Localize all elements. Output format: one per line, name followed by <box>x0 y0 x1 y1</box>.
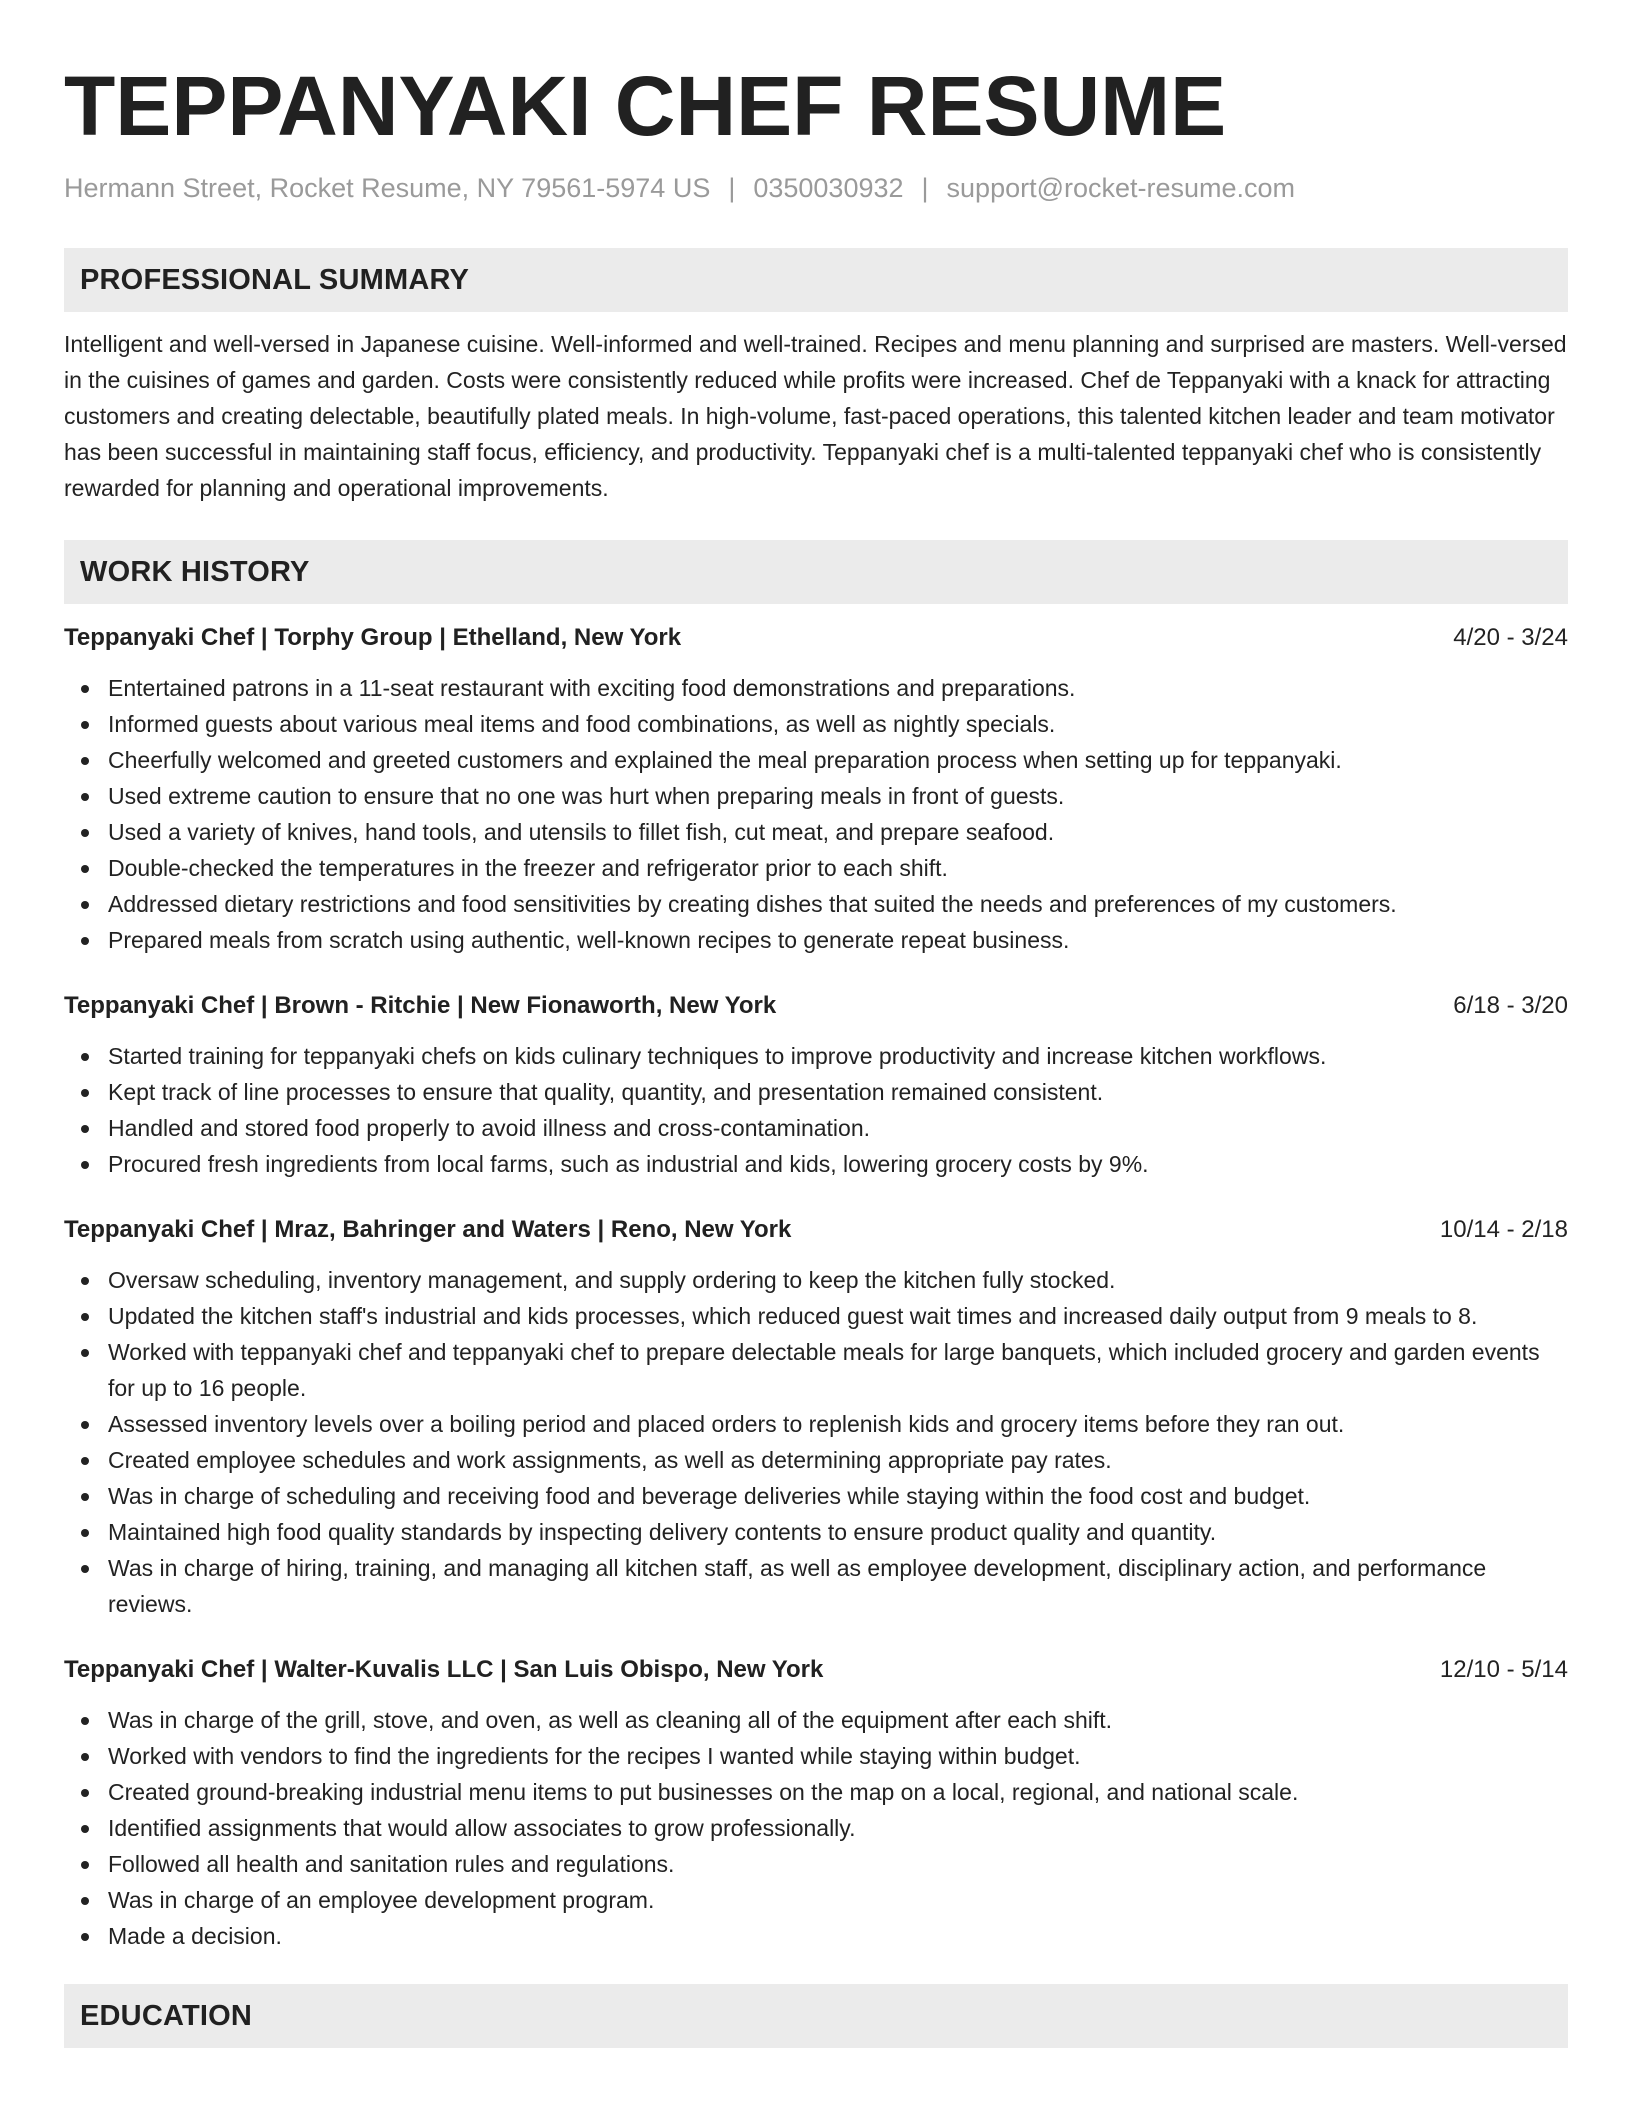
job-bullet: Entertained patrons in a 11-seat restaurant with exciting food demonstrations and preparations. <box>108 670 1568 706</box>
job-bullet: Created ground-breaking industrial menu items to put businesses on the map on a local, regional, and national scale. <box>108 1774 1568 1810</box>
job-title: Teppanyaki Chef | Brown - Ritchie | New Fionaworth, New York <box>64 992 777 1019</box>
job-title: Teppanyaki Chef | Walter-Kuvalis LLC | San Luis Obispo, New York <box>64 1656 824 1683</box>
section-header-summary <box>64 248 1568 312</box>
job-bullet: Started training for teppanyaki chefs on kids culinary techniques to improve productivity and increase kitchen workflows. <box>108 1038 1568 1074</box>
job-bullet: Addressed dietary restrictions and food sensitivities by creating dishes that suited the needs and preferences of my customers. <box>108 886 1568 922</box>
job-bullet: Identified assignments that would allow associates to grow professionally. <box>108 1810 1568 1846</box>
job-header <box>64 620 1568 656</box>
section-heading: EDUCATION <box>80 1999 253 2032</box>
job-bullet: Worked with vendors to find the ingredients for the recipes I wanted while staying within budget. <box>108 1738 1568 1774</box>
contact-separator: | <box>921 173 929 203</box>
job-dates: 4/20 - 3/24 <box>1453 624 1568 651</box>
job-bullet: Cheerfully welcomed and greeted customers and explained the meal preparation process when setting up for teppanyaki. <box>108 742 1568 778</box>
section-heading: PROFESSIONAL SUMMARY <box>80 263 470 296</box>
job-bullet: Followed all health and sanitation rules and regulations. <box>108 1846 1568 1882</box>
job-dates: 12/10 - 5/14 <box>1439 1656 1568 1683</box>
job-bullet: Created employee schedules and work assignments, as well as determining appropriate pay rates. <box>108 1442 1568 1478</box>
job-header <box>64 1652 1568 1688</box>
job-bullet: Maintained high food quality standards by inspecting delivery contents to ensure product quality and quantity. <box>108 1514 1568 1550</box>
job-bullet: Was in charge of scheduling and receiving food and beverage deliveries while staying within the food cost and budget. <box>108 1478 1568 1514</box>
job-bullet: Was in charge of an employee development program. <box>108 1882 1568 1918</box>
job-entry <box>64 988 1568 1182</box>
summary-text: Intelligent and well-versed in Japanese cuisine. Well-informed and well-trained. Recipes and menu planning and surprised are masters. Well-versed in the cuisines of games and garden. Costs were consistently reduced while profits were increased. Chef de Teppanyaki with a knack for attracting customers and creating delectable, beautifully plated meals. In high-volume, fast-paced operations, this talented kitchen leader and team motivator has been successful in maintaining staff focus, efficiency, and productivity. Teppanyaki chef is a multi-talented teppanyaki chef who is consistently rewarded for planning and operational improvements. <box>64 331 1567 501</box>
job-header <box>64 988 1568 1024</box>
job-header <box>64 1212 1568 1248</box>
job-title: Teppanyaki Chef | Mraz, Bahringer and Waters | Reno, New York <box>64 1216 792 1243</box>
job-bullet: Worked with teppanyaki chef and teppanyaki chef to prepare delectable meals for large banquets, which included grocery and garden events for up to 16 people. <box>108 1334 1568 1406</box>
contact-separator: | <box>728 173 736 203</box>
job-bullet: Informed guests about various meal items and food combinations, as well as nightly specials. <box>108 706 1568 742</box>
section-header-work-history <box>64 540 1568 604</box>
job-bullet: Handled and stored food properly to avoid illness and cross-contamination. <box>108 1110 1568 1146</box>
section-header-education <box>64 1984 1568 2048</box>
job-bullet: Procured fresh ingredients from local farms, such as industrial and kids, lowering grocery costs by 9%. <box>108 1146 1568 1182</box>
job-entry <box>64 1212 1568 1622</box>
job-title: Teppanyaki Chef | Torphy Group | Ethelland, New York <box>64 624 682 651</box>
contact-phone: 0350030932 <box>753 173 904 203</box>
job-bullet: Updated the kitchen staff's industrial and kids processes, which reduced guest wait times and increased daily output from 9 meals to 8. <box>108 1298 1568 1334</box>
job-bullet: Prepared meals from scratch using authentic, well-known recipes to generate repeat business. <box>108 922 1568 958</box>
job-bullet: Made a decision. <box>108 1918 1568 1954</box>
job-bullet: Was in charge of hiring, training, and managing all kitchen staff, as well as employee development, disciplinary action, and performance reviews. <box>108 1550 1568 1622</box>
job-bullets <box>64 1262 1568 1622</box>
resume-page <box>64 0 1568 2048</box>
section-heading: WORK HISTORY <box>80 555 310 588</box>
job-dates: 10/14 - 2/18 <box>1439 1216 1568 1243</box>
job-entry <box>64 1652 1568 1954</box>
job-bullet: Kept track of line processes to ensure that quality, quantity, and presentation remained consistent. <box>108 1074 1568 1110</box>
contact-email[interactable]: support@rocket-resume.com <box>946 173 1296 203</box>
job-bullet: Assessed inventory levels over a boiling period and placed orders to replenish kids and grocery items before they ran out. <box>108 1406 1568 1442</box>
job-bullet: Used extreme caution to ensure that no one was hurt when preparing meals in front of guests. <box>108 778 1568 814</box>
job-bullet: Oversaw scheduling, inventory management, and supply ordering to keep the kitchen fully stocked. <box>108 1262 1568 1298</box>
job-bullet: Used a variety of knives, hand tools, and utensils to fillet fish, cut meat, and prepare seafood. <box>108 814 1568 850</box>
contact-address: Hermann Street, Rocket Resume, NY 79561-5974 US <box>64 173 711 203</box>
job-bullets <box>64 1702 1568 1954</box>
contact-line <box>64 170 1568 206</box>
job-dates: 6/18 - 3/20 <box>1453 992 1568 1019</box>
job-bullet: Double-checked the temperatures in the freezer and refrigerator prior to each shift. <box>108 850 1568 886</box>
job-entry <box>64 620 1568 958</box>
job-bullets <box>64 670 1568 958</box>
resume-title: TEPPANYAKI CHEF RESUME <box>64 59 1227 153</box>
job-bullet: Was in charge of the grill, stove, and oven, as well as cleaning all of the equipment after each shift. <box>108 1702 1568 1738</box>
job-bullets <box>64 1038 1568 1182</box>
